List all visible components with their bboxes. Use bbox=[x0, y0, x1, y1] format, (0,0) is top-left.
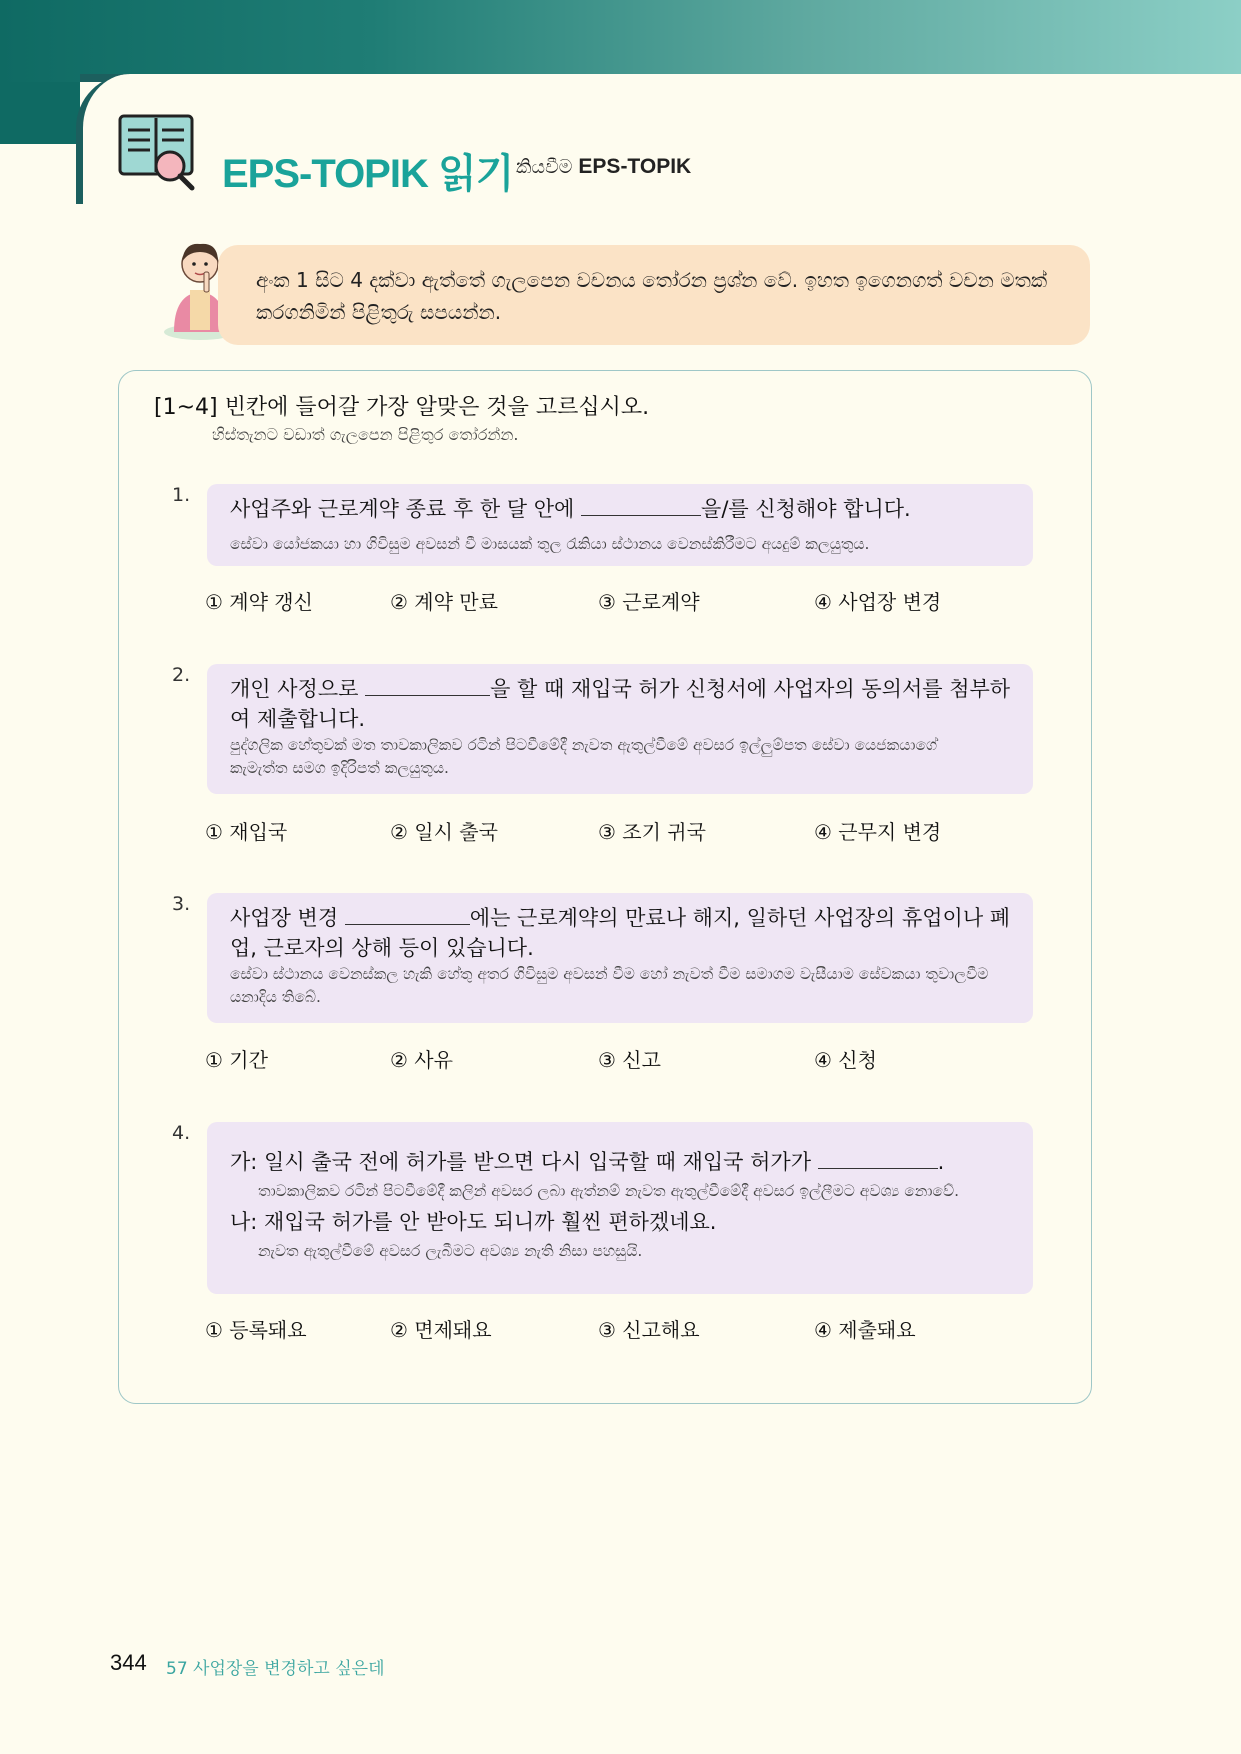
option-4[interactable]: ④ 제출돼요 bbox=[814, 1318, 916, 1342]
answer-blank bbox=[345, 904, 470, 925]
question-text-before: 개인 사정으로 bbox=[230, 677, 359, 701]
option-2[interactable]: ② 계약 만료 bbox=[390, 590, 498, 614]
dialogue-ga-translation: තාවකාලිකව රටින් පිටවීමේදී කලින් අවසර ලබා ඇත්නම් නැවත ඇතුල්වීමේදී අවසර ඉල්ලීමට අවශ්‍ය නොවේ. bbox=[258, 1182, 960, 1200]
option-1[interactable]: ① 기간 bbox=[205, 1048, 268, 1072]
question-text bbox=[230, 494, 1020, 524]
question-text bbox=[230, 674, 1025, 734]
option-3[interactable]: ③ 근로계약 bbox=[598, 590, 700, 614]
option-1[interactable]: ① 재입국 bbox=[205, 820, 288, 844]
question-number: 1. bbox=[172, 484, 191, 506]
question-number: 2. bbox=[172, 664, 191, 686]
book-magnifier-icon bbox=[118, 112, 198, 192]
question-text-before: 사업장 변경 bbox=[230, 906, 339, 930]
chapter-title: 57 사업장을 변경하고 싶은데 bbox=[166, 1659, 385, 1679]
dialogue-line-ga bbox=[230, 1147, 1020, 1177]
question-translation: පුද්ගලික හේතුවක් මත තාවකාලිකව රටින් පිටවීමේදී නැවත ඇතුල්වීමේ අවසර ඉල්ලුම්පත සේවා යෙජකයාගේ කැමැත්ත සමග ඉදිරිපත් කලයුතුය. bbox=[230, 736, 938, 777]
answer-blank bbox=[365, 675, 490, 696]
left-color-band bbox=[0, 82, 80, 144]
answer-blank bbox=[581, 495, 701, 516]
top-color-band bbox=[0, 0, 1241, 82]
option-2[interactable]: ② 면제돼요 bbox=[390, 1318, 492, 1342]
option-3[interactable]: ③ 조기 귀국 bbox=[598, 820, 706, 844]
question-text-after: 을 할 때 재입국 허가 신청서에 사업자의 동의서를 첨부하여 제출합니다. bbox=[230, 677, 1011, 731]
instruction-text: අංක 1 සිට 4 දක්වා ඇත්තේ ගැලපෙන වචනය තෝරන ප්‍රශ්න වේ. ඉහත ඉගෙනගත් වචන මතක් කරගනිමින් පිළිතුරු සපයන්න. bbox=[256, 268, 1048, 324]
question-text bbox=[230, 903, 1025, 963]
question-number: 4. bbox=[172, 1122, 191, 1144]
question-translation: සේවා ස්ථානය වෙනස්කල හැකි හේතු අතර ගිවිසුම අවසන් වීම හෝ නැවත් වීම සමාගම වැසීයාම සේවකයා තුවාලවීම යනාදිය තිබේ. bbox=[230, 965, 989, 1006]
dialogue-ga-after: . bbox=[937, 1150, 945, 1174]
question-text-after: 을/를 신청해야 합니다. bbox=[701, 497, 911, 521]
page-title: EPS-TOPIK 읽기 bbox=[222, 152, 514, 196]
section-subtitle: හිස්තැනට වඩාත් ගැලපෙන පිළිතුර තෝරන්න. bbox=[212, 425, 519, 444]
question-text-after: 에는 근로계약의 만료나 해지, 일하던 사업장의 휴업이나 폐업, 근로자의 상해 등이 있습니다. bbox=[230, 906, 1011, 960]
dialogue-ga-before: 가: 일시 출국 전에 허가를 받으면 다시 입국할 때 재입국 허가가 bbox=[230, 1150, 811, 1174]
question-number: 3. bbox=[172, 893, 191, 915]
option-1[interactable]: ① 등록돼요 bbox=[205, 1318, 307, 1342]
option-1[interactable]: ① 계약 갱신 bbox=[205, 590, 313, 614]
option-3[interactable]: ③ 신고해요 bbox=[598, 1318, 700, 1342]
answer-blank bbox=[818, 1148, 938, 1169]
option-2[interactable]: ② 사유 bbox=[390, 1048, 453, 1072]
page-number: 344 bbox=[110, 1650, 147, 1675]
subtitle-si: කියවීම bbox=[516, 157, 573, 178]
section-title: [1~4] 빈칸에 들어갈 가장 알맞은 것을 고르십시오. bbox=[154, 395, 650, 420]
page-subtitle bbox=[516, 155, 691, 179]
option-4[interactable]: ④ 신청 bbox=[814, 1048, 877, 1072]
option-4[interactable]: ④ 근무지 변경 bbox=[814, 820, 942, 844]
question-translation: සේවා යෝජකයා හා ගිවිසුම අවසන් වී මාසයක් තුල රැකියා ස්ථානය වෙනස්කිරීමට අයදුම් කලයුතුය. bbox=[230, 535, 870, 553]
subtitle-en: EPS-TOPIK bbox=[578, 155, 692, 178]
dialogue-na-translation: නැවත ඇතුල්වීමේ අවසර ලැබීමට අවශ්‍ය නැති නිසා පහසුයි. bbox=[258, 1242, 643, 1260]
option-4[interactable]: ④ 사업장 변경 bbox=[814, 590, 942, 614]
question-text-before: 사업주와 근로계약 종료 후 한 달 안에 bbox=[230, 497, 575, 521]
dialogue-line-na: 나: 재입국 허가를 안 받아도 되니까 훨씬 편하겠네요. bbox=[230, 1210, 717, 1234]
option-3[interactable]: ③ 신고 bbox=[598, 1048, 661, 1072]
option-2[interactable]: ② 일시 출국 bbox=[390, 820, 498, 844]
